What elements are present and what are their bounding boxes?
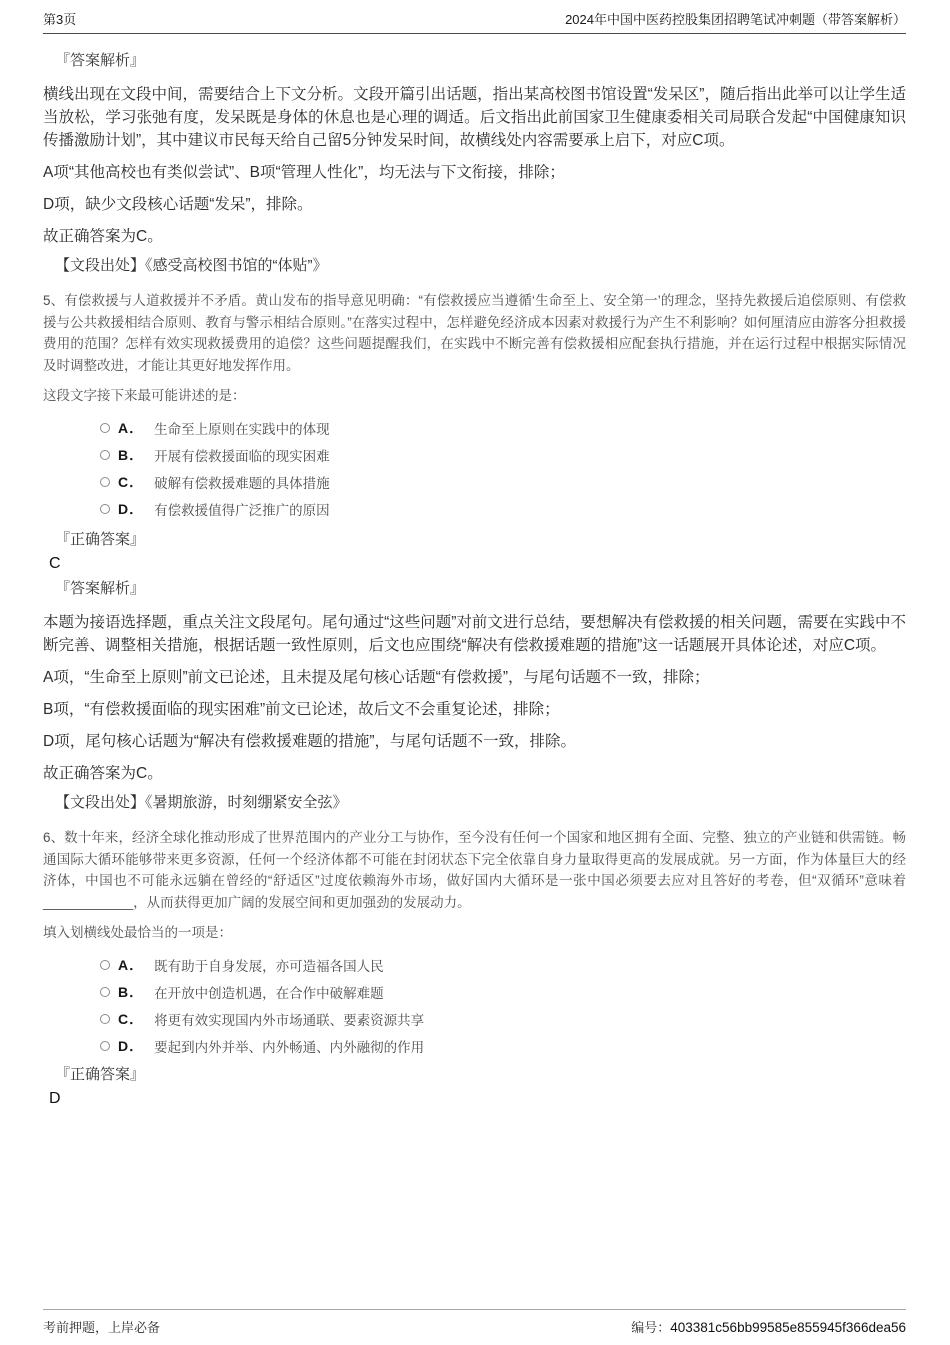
analysis-conclusion: 故正确答案为C。	[43, 228, 163, 245]
footer-slogan: 考前押题，上岸必备	[43, 1320, 161, 1335]
question-6-text: 6、数十年来，经济全球化推动形成了世界范围内的产业分工与协作，至今没有任何一个国家和地区拥有全面、完整、独立的产业链和供需链。畅通国际大循环能够带来更多资源，任何一个经济体都不可能在封闭状态下完全依靠自身力量取得更高的发展成就。另一方面，作为体量巨大的经济体，中国也不可能永远躺在曾经的“舒适区”过度依赖海外市场，做好国内大循环是一张中国必须要去应对且答好的考卷，但“双循环”意味着____________，从而获得更加广阔的发展空间和更加强劲的发展动力。	[43, 830, 906, 910]
question-6-options	[43, 951, 906, 1059]
option-letter: A．	[118, 419, 145, 436]
option-text: 生命至上原则在实践中的体现	[154, 421, 330, 437]
option-row-c[interactable]	[43, 1005, 906, 1032]
answer-analysis-title: 『答案解析』	[55, 580, 146, 597]
page-header	[43, 0, 906, 34]
radio-button-icon[interactable]	[100, 423, 110, 433]
option-text: 将更有效实现国内外市场通联、要素资源共享	[154, 1012, 425, 1028]
question-5-options	[43, 414, 906, 522]
analysis-paragraph: A项，“生命至上原则”前文已论述，且未提及尾句核心话题“有偿救援”，与尾句话题不一致，排除；	[43, 669, 710, 686]
question-6-prompt: 填入划横线处最恰当的一项是：	[43, 925, 232, 940]
radio-button-icon[interactable]	[100, 450, 110, 460]
doc-title: 2024年中国中医药控股集团招聘笔试冲刺题（带答案解析）	[565, 12, 906, 27]
correct-answer-letter: D	[49, 1090, 61, 1107]
radio-button-icon[interactable]	[100, 477, 110, 487]
analysis-paragraph: A项“其他高校也有类似尝试”、B项“管理人性化”，均无法与下文衔接，排除；	[43, 164, 565, 181]
option-text: 要起到内外并举、内外畅通、内外融彻的作用	[154, 1039, 425, 1055]
option-letter: B．	[118, 983, 145, 1000]
option-letter: C．	[118, 473, 145, 490]
correct-answer-title: 『正确答案』	[55, 531, 146, 548]
page-footer	[43, 1309, 906, 1336]
footer-code-label: 编号：	[631, 1320, 671, 1335]
analysis-conclusion: 故正确答案为C。	[43, 765, 163, 782]
option-letter: C．	[118, 1010, 145, 1027]
option-text: 开展有偿救援面临的现实困难	[154, 448, 330, 464]
radio-button-icon[interactable]	[100, 504, 110, 514]
answer-analysis-title: 『答案解析』	[55, 52, 146, 69]
correct-answer-letter: C	[49, 555, 61, 572]
radio-button-icon[interactable]	[100, 1014, 110, 1024]
footer-code-value: 403381c56bb99585e855945f366dea56	[670, 1320, 906, 1335]
question-5-prompt: 这段文字接下来最可能讲述的是：	[43, 388, 246, 403]
footer-code-block	[631, 1317, 906, 1336]
option-letter: D．	[118, 500, 145, 517]
analysis-paragraph: 本题为接语选择题，重点关注文段尾句。尾句通过“这些问题”对前文进行总结，要想解决有偿救援的相关问题，需要在实践中不断完善、调整相关措施，根据话题一致性原则，后文也应围绕“解决有偿救援难题的措施”这一话题展开具体论述，对应C项。	[43, 614, 906, 654]
question-5-text: 5、有偿救援与人道救援并不矛盾。黄山发布的指导意见明确：“有偿救援应当遵循‘生命至上、安全第一’的理念，坚持先救援后追偿原则、有偿救援与公共救援相结合原则、教育与警示相结合原则。”在落实过程中，怎样避免经济成本因素对救援行为产生不利影响？如何厘清应由游客分担救援费用的范围？怎样有效实现救援费用的追偿？这些问题提醒我们，在实践中不断完善有偿救援相应配套执行措施，并在运行过程中根据实际情况及时调整改进，才能让其更好地发挥作用。	[43, 293, 906, 373]
option-text: 有偿救援值得广泛推广的原因	[154, 502, 330, 518]
option-letter: A．	[118, 956, 145, 973]
radio-button-icon[interactable]	[100, 960, 110, 970]
radio-button-icon[interactable]	[100, 1041, 110, 1051]
option-text: 破解有偿救援难题的具体措施	[154, 475, 330, 491]
option-row-a[interactable]	[43, 414, 906, 441]
analysis-paragraph: B项，“有偿救援面临的现实困难”前文已论述，故后文不会重复论述，排除；	[43, 701, 560, 718]
radio-button-icon[interactable]	[100, 987, 110, 997]
option-row-a[interactable]	[43, 951, 906, 978]
option-text: 在开放中创造机遇，在合作中破解难题	[154, 985, 384, 1001]
option-row-b[interactable]	[43, 978, 906, 1005]
option-row-d[interactable]	[43, 1032, 906, 1059]
option-row-b[interactable]	[43, 441, 906, 468]
correct-answer-title: 『正确答案』	[55, 1066, 146, 1083]
option-row-c[interactable]	[43, 468, 906, 495]
passage-source: 【文段出处】《感受高校图书馆的“体贴”》	[55, 257, 328, 274]
analysis-paragraph: D项，尾句核心话题为“解决有偿救援难题的措施”，与尾句话题不一致，排除。	[43, 733, 577, 750]
option-text: 既有助于自身发展，亦可造福各国人民	[154, 958, 384, 974]
option-row-d[interactable]	[43, 495, 906, 522]
page-content	[43, 51, 906, 1109]
analysis-paragraph: D项，缺少文段核心话题“发呆”，排除。	[43, 196, 313, 213]
page-number: 第3页	[43, 12, 77, 27]
passage-source: 【文段出处】《暑期旅游，时刻绷紧安全弦》	[55, 794, 348, 811]
option-letter: D．	[118, 1037, 145, 1054]
option-letter: B．	[118, 446, 145, 463]
analysis-paragraph: 横线出现在文段中间，需要结合上下文分析。文段开篇引出话题，指出某高校图书馆设置“发呆区”，随后指出此举可以让学生适当放松，学习张弛有度，发呆既是身体的休息也是心理的调适。后文指出此前国家卫生健康委相关司局联合发起“中国健康知识传播激励计划”，其中建议市民每天给自己留5分钟发呆时间，故横线处内容需要承上启下，对应C项。	[43, 86, 906, 149]
